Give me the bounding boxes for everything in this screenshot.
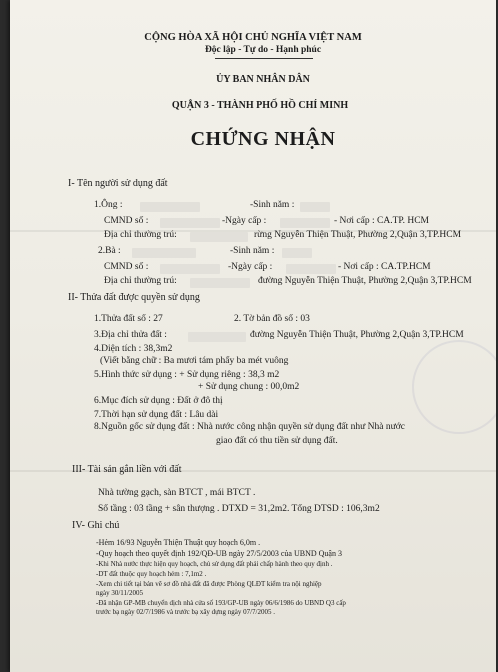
motto-underline [215,58,313,59]
plot-area: 4.Diện tích : 38,3m2 [94,344,173,354]
note-item: -Khi Nhà nước thực hiện quy hoạch, chủ sử dụng đất phải chấp hành theo quy định . [96,560,333,568]
usage-origin: 8.Nguồn gốc sử dụng đất : Nhà nước công nhận quyền sử dụng đất như Nhà nước [94,422,405,432]
section1-heading: I- Tên người sử dụng đất [68,178,168,189]
note-item: -Đã nhận GP-MB chuyển dịch nhà cửa số 193/GP-UB ngày 06/6/1986 do UBND Q3 cấp [96,599,346,607]
redacted-name [140,202,200,212]
redacted-id [160,218,220,228]
redacted-issue-date [280,218,330,228]
plot-number: 1.Thửa đất số : 27 [94,314,163,324]
person1-address-label: Địa chỉ thường trú: [104,230,177,240]
person1-issue-date-label: -Ngày cấp : [222,216,267,226]
usage-term: 7.Thời hạn sử dụng đất : Lâu dài [94,410,219,420]
committee-title: ỦY BAN NHÂN DÂN [216,74,310,85]
section3-heading: III- Tài sản gắn liền với đất [72,464,182,475]
note-item: -Quy hoạch theo quyết định 192/QĐ-UB ngày 27/5/2003 của UBND Quận 3 [96,549,342,558]
person2-address-label: Địa chỉ thường trú: [104,276,177,286]
redacted-name [132,248,196,258]
person2-name-label: 2.Bà : [98,246,121,256]
note-item: -DT đất thuộc quy hoạch hẻm : 7,1m2 . [96,570,207,578]
person2-issue-place: - Nơi cấp : CA.TP.HCM [338,262,431,272]
asset-floors: Số tầng : 03 tầng + sân thượng . DTXD = 31,2m2. Tổng DTSD : 106,3m2 [98,504,380,514]
plot-address-label: 3.Địa chỉ thửa đất : [94,330,167,340]
usage-shared: + Sử dụng chung : 00,0m2 [198,382,300,392]
page-title: CHỨNG NHẬN [190,128,336,150]
note-item: -Hẻm 16/93 Nguyễn Thiện Thuật quy hoạch 6,0m . [96,538,261,547]
person2-issue-date-label: -Ngày cấp : [228,262,273,272]
redacted-birth-year [300,202,330,212]
motto: Độc lập - Tự do - Hạnh phúc [204,45,322,55]
person1-address: rừng Nguyễn Thiện Thuật, Phường 2,Quận 3,TP.HCM [254,230,462,240]
redacted-house-number [190,278,250,288]
person1-birth-label: -Sinh năm : [250,200,295,210]
redacted-id [160,264,220,274]
asset-description: Nhà tường gạch, sàn BTCT , mái BTCT . [98,488,256,498]
redacted-issue-date [286,264,336,274]
redacted-house-number [188,332,246,342]
usage-purpose: 6.Mục đích sử dụng : Đất ở đô thị [94,396,223,406]
republic-title: CỘNG HÒA XÃ HỘI CHỦ NGHĨA VIỆT NAM [144,32,362,43]
redacted-birth-year [282,248,312,258]
person2-birth-label: -Sinh năm : [230,246,275,256]
person2-id-label: CMND số : [104,262,149,272]
section2-heading: II- Thửa đất được quyền sử dụng [68,292,200,303]
note-item: -Xem chi tiết tại bản vẽ sơ đồ nhà đất đã được Phòng QLĐT kiểm tra nội nghiệp [96,580,322,588]
certificate-page [10,0,496,672]
plot-area-words: (Viết bằng chữ : Ba mươi tám phẩy ba mét vuông [100,356,289,366]
map-number: 2. Tờ bản đồ số : 03 [234,314,310,324]
redacted-house-number [190,232,248,242]
note-item: ngày 30/11/2005 [96,589,143,597]
district-title: QUẬN 3 - THÀNH PHỐ HỒ CHÍ MINH [171,100,349,111]
note-item: trước bạ ngày 02/7/1986 và trước bạ xây dựng ngày 07/7/2005 . [96,608,275,616]
plot-address: đường Nguyễn Thiện Thuật, Phường 2,Quận 3,TP.HCM [250,330,464,340]
person1-name-label: 1.Ông : [94,200,123,210]
person1-id-label: CMND số : [104,216,149,226]
person2-address: đường Nguyễn Thiện Thuật, Phường 2,Quận 3,TP.HCM [258,276,472,286]
usage-form: 5.Hình thức sử dụng : + Sử dụng riêng : 38,3 m2 [94,370,280,380]
faint-seal-watermark [412,340,496,434]
section4-heading: IV- Ghi chú [72,520,120,531]
usage-origin-cont: giao đất có thu tiền sử dụng đất. [216,436,338,446]
person1-issue-place: - Nơi cấp : CA.TP. HCM [334,216,430,226]
